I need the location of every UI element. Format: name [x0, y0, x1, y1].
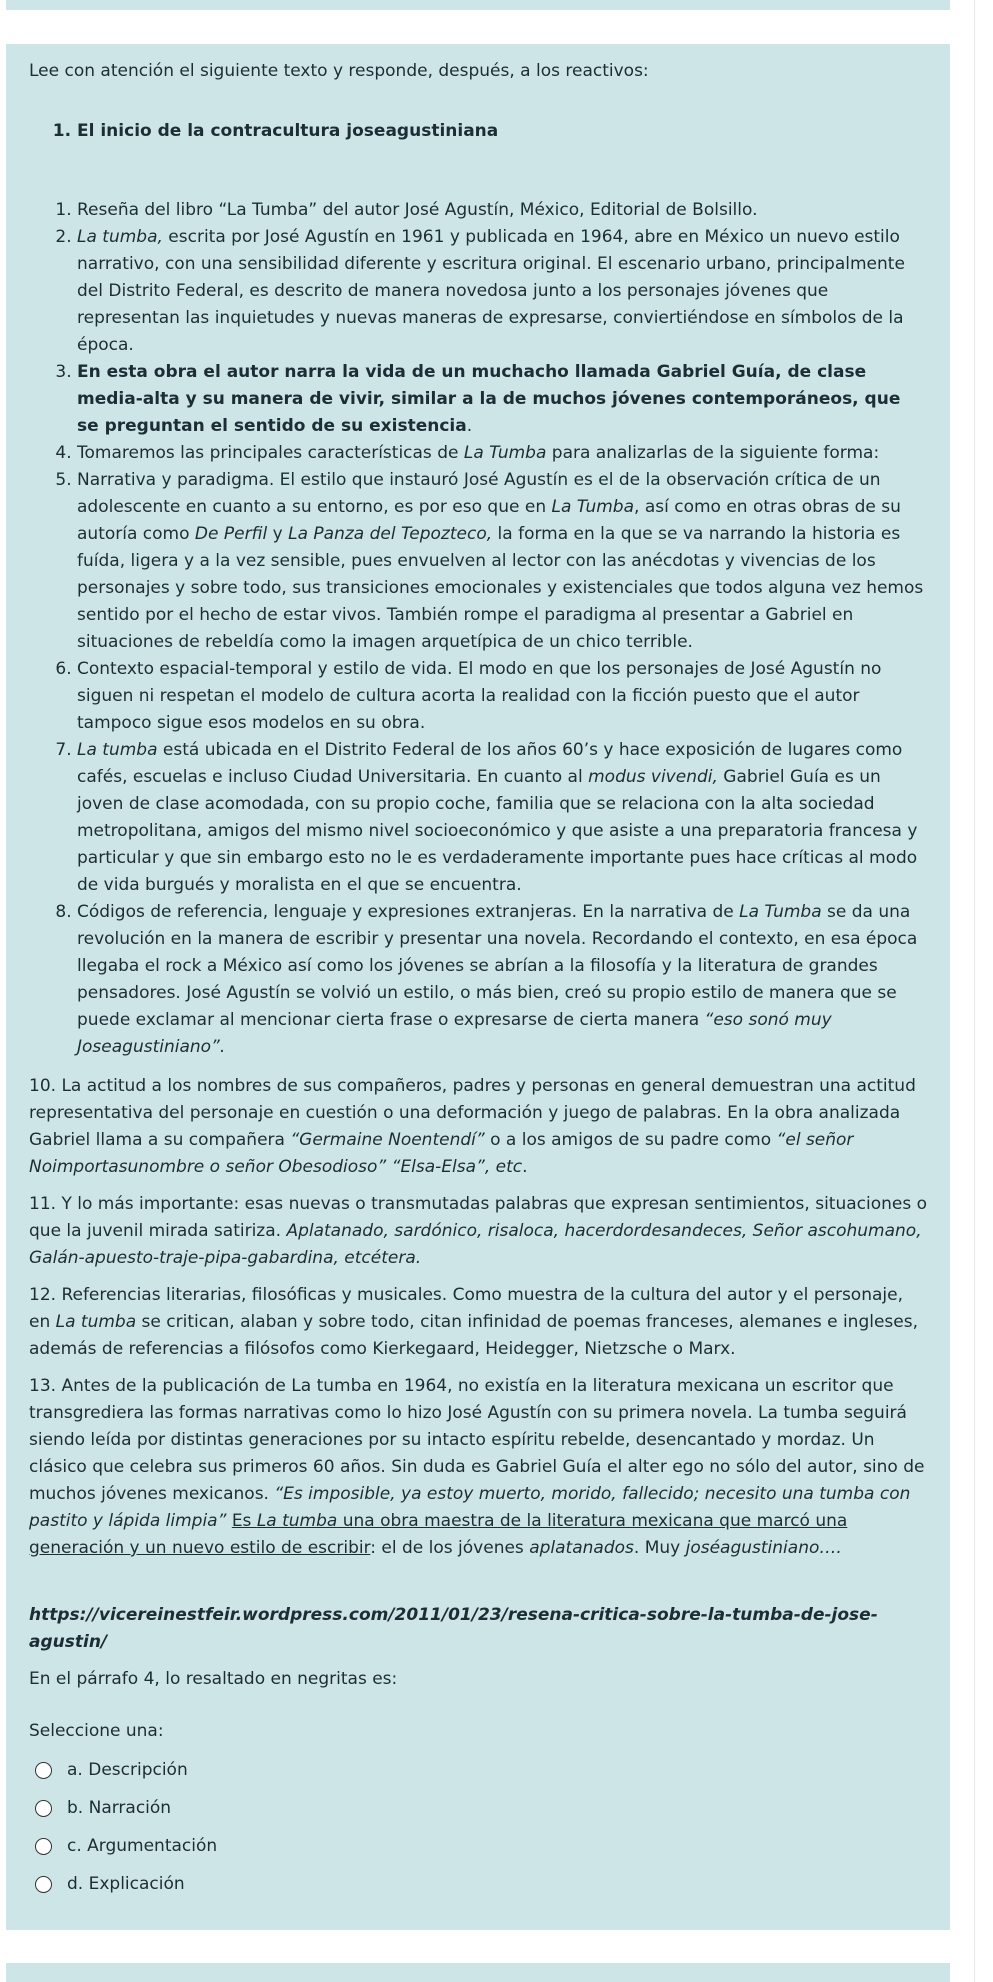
- item-text-segment: “eso sonó muy Joseagustiniano”.: [77, 1010, 832, 1057]
- reading-item-5: [77, 467, 927, 656]
- paragraph-text-segment: “el señor Noimportasunombre o señor Obesodioso” “Elsa-Elsa”, etc: [29, 1130, 854, 1177]
- select-label: Seleccione una:: [29, 1721, 164, 1741]
- paragraph-text-segment: Es: [231, 1511, 257, 1531]
- reading-paragraphs: [29, 1073, 927, 1562]
- paragraph-text-segment: o a los amigos de su padre como: [484, 1130, 777, 1150]
- paragraph-text-segment: : el de los jóvenes: [370, 1538, 530, 1558]
- reading-item-2: [77, 224, 927, 359]
- paragraph-text-segment: 11. Y lo más importante: esas nuevas o transmutadas palabras que expresan sentimientos, situaciones o que la juvenil mirada satiriza.: [29, 1194, 928, 1241]
- paragraph-text-segment: 10. La actitud a los nombres de sus compañeros, padres y personas en general demuestran una actitud representativa del personaje en cuestión o una deformación y juego de palabras. En la obra analizada Gabriel llama a su compañera: [29, 1076, 916, 1150]
- item-text-segment: La Tumba: [463, 443, 547, 463]
- item-text-segment: para analizarlas de la siguiente forma:: [546, 443, 880, 463]
- item-text-segment: En esta obra el autor narra la vida de un muchacho llamada Gabriel Guía, de clase media-alta y su manera de vivir, similar a la de muchos jóvenes contemporáneos, que se preguntan el sentido de su existencia: [77, 362, 901, 436]
- section-title-list: [29, 118, 927, 145]
- item-text-segment: La tumba,: [77, 227, 163, 247]
- answer-option[interactable]: [29, 1865, 927, 1903]
- paragraph-text-segment: joséagustiniano….: [685, 1538, 842, 1558]
- paragraph-text-segment: Aplatanado, sardónico, risaloca, hacerdordesandeces, Señor ascohumano, Galán-apuesto-traje-pipa-gabardina, etcétera.: [29, 1221, 922, 1268]
- paragraph-text-segment: La tumba: [256, 1511, 338, 1531]
- reading-item-3: [77, 359, 927, 440]
- item-text-segment: escrita por José Agustín en 1961 y publicada en 1964, abre en México un nuevo estilo narrativo, con una sensibilidad diferente y escritura original. El escenario urbano, principalmente del Distrito Federal, es descrito de manera novedosa junto a los personajes jóvenes que representan las inquietudes y nuevas maneras de expresarse, conviertiéndose en símbolos de la época.: [77, 227, 905, 355]
- item-text-segment: La Panza del Tepozteco,: [288, 524, 493, 544]
- item-text-segment: Reseña del libro “La Tumba” del autor José Agustín, México, Editorial de Bolsillo.: [77, 200, 758, 220]
- item-text-segment: De Perfil: [194, 524, 268, 544]
- question-text: En el párrafo 4, lo resaltado en negritas es:: [29, 1669, 398, 1689]
- item-text-segment: modus vivendi,: [588, 767, 718, 787]
- answer-option[interactable]: [29, 1789, 927, 1827]
- paragraph-text-segment: se critican, alaban y sobre todo, citan infinidad de poemas franceses, alemanes e ingleses, además de referencias a filósofos como Kierkegaard, Heidegger, Nietzsche o Marx.: [29, 1312, 918, 1359]
- item-text-segment: y: [267, 524, 289, 544]
- section-title: 1. El inicio de la contracultura joseagustiniana: [77, 118, 927, 145]
- answer-option[interactable]: [29, 1751, 927, 1789]
- item-text-segment: Contexto espacial-temporal y estilo de vida. El modo en que los personajes de José Agustín no siguen ni respetan el modelo de cultura acorta la realidad con la ficción puesto que el autor tampoco sigue esos modelos en su obra.: [77, 659, 882, 733]
- paragraph-text-segment: 12. Referencias literarias, filosóficas y musicales. Como muestra de la cultura del autor y el personaje, en: [29, 1285, 903, 1332]
- radio-button[interactable]: [35, 1800, 52, 1817]
- reading-item-1: [77, 197, 927, 224]
- next-question-panel-edge: [6, 1963, 950, 1982]
- answer-option-label[interactable]: b. Narración: [67, 1797, 172, 1818]
- item-text-segment: se da una revolución en la manera de escribir y presentar una novela. Recordando el contexto, en esa época llegaba el rock a México así como los jóvenes se abrían a la filosofía y la literatura de grandes pensadores. José Agustín se volvió un estilo, o más bien, creó su propio estilo de manera que se puede exclamar al mencionar cierta frase o expresarse de cierta manera: [77, 902, 918, 1030]
- reading-paragraph: [29, 1073, 927, 1181]
- paragraph-text-segment: “Es imposible, ya estoy muerto, morido, fallecido; necesito una tumba con pastito y lápida limpia”: [29, 1484, 911, 1531]
- paragraph-text-segment: aplatanados: [529, 1538, 634, 1558]
- item-text-segment: Narrativa y paradigma. El estilo que instauró José Agustín es el de la observación crítica de un adolescente en cuanto a su entorno, es por eso que en: [77, 470, 881, 517]
- reading-item-4: [77, 440, 927, 467]
- radio-button[interactable]: [35, 1762, 52, 1779]
- paragraph-text-segment: “Germaine Noentendí”: [290, 1130, 485, 1150]
- item-text-segment: está ubicada en el Distrito Federal de los años 60’s y hace exposición de lugares como cafés, escuelas e incluso Ciudad Universitaria. En cuanto al: [77, 740, 903, 787]
- answer-option-label[interactable]: d. Explicación: [67, 1873, 185, 1894]
- answer-option-label[interactable]: c. Argumentación: [67, 1835, 218, 1856]
- radio-button[interactable]: [35, 1876, 52, 1893]
- item-text-segment: , así como en otras obras de su autoría como: [77, 497, 901, 544]
- item-text-segment: La Tumba: [739, 902, 822, 922]
- instructions: Lee con atención el siguiente texto y responde, después, a los reactivos:: [29, 61, 649, 81]
- item-text-segment: La tumba: [77, 740, 158, 760]
- reading-paragraph: [29, 1191, 927, 1272]
- previous-question-panel-edge: [6, 0, 950, 10]
- answer-option[interactable]: [29, 1827, 927, 1865]
- reading-item-8: [77, 899, 927, 1061]
- item-text-segment: Tomaremos las principales características de: [77, 443, 464, 463]
- reading-paragraph: [29, 1373, 927, 1562]
- paragraph-text-segment: La tumba: [55, 1312, 137, 1332]
- item-text-segment: .: [466, 416, 473, 436]
- source-url: https://vicereinestfeir.wordpress.com/2011/01/23/resena-critica-sobre-la-tumba-de-jose-agustin/: [29, 1605, 878, 1652]
- answer-options: [29, 1751, 927, 1903]
- reading-paragraph: [29, 1282, 927, 1363]
- item-text-segment: La Tumba: [551, 497, 635, 517]
- item-text-segment: Gabriel Guía es un joven de clase acomodada, con su propio coche, familia que se relaciona con la alta sociedad metropolitana, amigos del mismo nivel socioeconómico y que asiste a una preparatoria francesa y particular y que sin embargo esto no le es verdaderamente importante pues hace críticas al modo de vida burgués y moralista en el que se encuentra.: [77, 767, 918, 895]
- page-divider: [974, 0, 975, 1982]
- question-panel: [6, 44, 950, 1930]
- reading-item-6: [77, 656, 927, 737]
- answer-option-label[interactable]: a. Descripción: [67, 1759, 188, 1780]
- item-text-segment: la forma en la que se va narrando la historia es fuída, ligera y a la vez sensible, pues envuelven al lector con las anécdotas y vivencias de los personajes y sobre todo, sus transiciones emocionales y existenciales que todos alguna vez hemos sentido por el hecho de estar vivos. También rompe el paradigma al presentar a Gabriel en situaciones de rebeldía como la imagen arquetípica de un chico terrible.: [77, 524, 924, 652]
- reading-items: [29, 197, 927, 1061]
- radio-button[interactable]: [35, 1838, 52, 1855]
- paragraph-text-segment: .: [522, 1157, 528, 1177]
- paragraph-text-segment: 13. Antes de la publicación de La tumba en 1964, no existía en la literatura mexicana un escritor que transgrediera las formas narrativas como lo hizo José Agustín con su primera novela. La tumba seguirá siendo leída por distintas generaciones por su intacto espíritu rebelde, desencantado y mordaz. Un clásico que celebra sus primeros 60 años. Sin duda es Gabriel Guía el alter ego no sólo del autor, sino de muchos jóvenes mexicanos.: [29, 1376, 925, 1504]
- paragraph-text-segment: una obra maestra de la literatura mexicana que marcó una generación y un nuevo estilo de escribir: [29, 1511, 848, 1558]
- reading-item-7: [77, 737, 927, 899]
- paragraph-text-segment: . Muy: [633, 1538, 686, 1558]
- item-text-segment: Códigos de referencia, lenguaje y expresiones extranjeras. En la narrativa de: [77, 902, 740, 922]
